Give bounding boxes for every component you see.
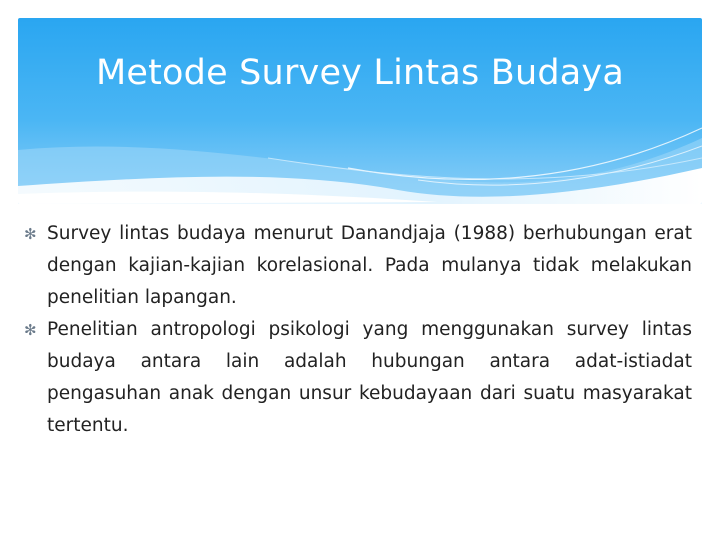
header-banner: [18, 18, 702, 204]
bullet-item: [24, 218, 692, 314]
bullet-text: Survey lintas budaya menurut Danandjaja (1988) berhubungan erat dengan kajian-kajian korelasional. Pada mulanya tidak melakukan penelitian lapangan.: [47, 223, 692, 308]
asterisk-icon: ✻: [24, 225, 37, 243]
header-wave-graphic: [18, 18, 702, 204]
bullet-text: Penelitian antropologi psikologi yang menggunakan survey lintas budaya antara lain adalah hubungan antara adat-istiadat pengasuhan anak dengan unsur kebudayaan dari suatu masyarakat tertentu.: [47, 319, 692, 436]
slide-title: Metode Survey Lintas Budaya: [96, 53, 624, 93]
bullet-item: [24, 314, 692, 442]
bullet-list: [24, 218, 692, 442]
asterisk-icon: ✻: [24, 321, 37, 339]
